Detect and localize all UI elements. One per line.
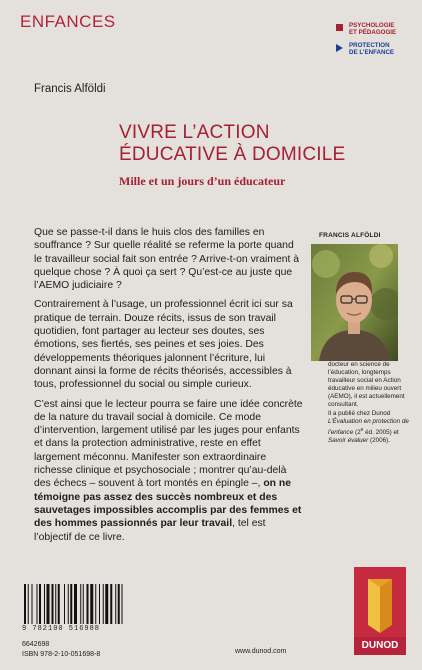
barcode-bar: [47, 584, 50, 624]
svg-text:DUNOD: DUNOD: [361, 640, 399, 651]
publisher-logo: [354, 567, 406, 655]
product-code: 6642698: [22, 641, 50, 648]
barcode-bar: [90, 584, 93, 624]
red-square-icon: [336, 24, 343, 31]
barcode-bar: [37, 584, 38, 624]
arrow-right-icon: [336, 44, 343, 52]
book-subtitle: Mille et un jours d’un éducateur: [119, 174, 286, 188]
barcode-bar: [74, 584, 77, 624]
barcode-bar: [99, 584, 100, 624]
isbn: ISBN 978-2-10-051698-8: [22, 651, 101, 658]
barcode-bar: [122, 584, 123, 624]
author-bio-1: docteur en science de l’éducation, longtemps travailleur social en Action éducative en milieu ouvert (AEMO), il est actuellement consultant.: [328, 361, 405, 409]
barcode-bar: [103, 584, 104, 624]
book-title: VIVRE L’ACTION ÉDUCATIVE À DOMICILE: [119, 122, 346, 165]
barcode-bar: [87, 584, 89, 624]
barcode: [22, 584, 142, 627]
blurb-paragraph-2: Contrairement à l’usage, un professionnel écrit ici sur sa pratique de terrain. Douze récits, issus de son travail quotidien, font partager au lecteur ses doutes, ses émotions, ses fiertés, ses peines et ses joies. Des développements théoriques jalonnent l’écriture, lui donnant ainsi la forme de récits théorisés, accessibles à tous, professionnel du social ou simple curieux.: [34, 299, 293, 391]
barcode-bar: [105, 584, 108, 624]
barcode-bar: [68, 584, 69, 624]
barcode-bar: [83, 584, 84, 624]
barcode-bar: [58, 584, 60, 624]
barcode-bar: [52, 584, 54, 624]
barcode-bar: [110, 584, 112, 624]
barcode-bar: [64, 584, 65, 624]
blurb-paragraph-3: C’est ainsi que le lecteur pourra se faire une idée concrète de la nature du travail social à domicile. Ce mode d’intervention, largement utilisé par les juges pour enfants et dans la protection administrative, reste en effet largement méconnu. Manifester son extraordinaire richesse clinique et psychosociale ; montrer qu’au-delà des échecs – souvent à tort montés en épingle –, on ne témoigne pas assez des succès nombreux et des sauvetages impossibles accomplis par des femmes et des hommes passionnés par leur travail, tel est l’objectif de ce livre.: [34, 398, 303, 543]
barcode-bar: [39, 584, 41, 624]
author-bio-2: Il a publié chez Dunod L’Évaluation en protection de l’enfance (2e éd. 2005) et Savoir évaluer (2006).: [328, 409, 409, 444]
barcode-bar: [44, 584, 45, 624]
barcode-bar: [115, 584, 116, 624]
label-psychologie: PSYCHOLOGIE ET PÉDAGOGIE: [336, 22, 419, 36]
barcode-bar: [32, 584, 33, 624]
barcode-bar: [70, 584, 72, 624]
photo-author-name: FRANCIS ALFÖLDI: [319, 232, 381, 239]
barcode-bar: [118, 584, 120, 624]
barcode-bar: [28, 584, 29, 624]
label-protection: PROTECTION DE L’ENFANCE: [336, 42, 419, 56]
blurb-paragraph-1: Que se passe-t-il dans le huis clos des familles en souffrance ? Sur quelle réalité se referme la porte quand le travailleur social fait son entrée ? Arrive-t-on vraiment à quelque chose ? À quoi ça sert ? Qu’est-ce au juste que l’AEMO judiciaire ?: [34, 227, 300, 292]
author-photo: [311, 244, 398, 361]
barcode-bar: [24, 584, 26, 624]
author-bio: [328, 361, 410, 445]
author-name: Francis Alföldi: [34, 83, 106, 95]
barcode-number: 9 782100 516988: [22, 625, 101, 633]
collection-name: ENFANCES: [20, 12, 116, 31]
publisher-url: www.dunod.com: [235, 648, 287, 655]
blurb: [34, 226, 304, 550]
barcode-bar: [55, 584, 56, 624]
barcode-bar: [95, 584, 96, 624]
barcode-bar: [80, 584, 81, 624]
